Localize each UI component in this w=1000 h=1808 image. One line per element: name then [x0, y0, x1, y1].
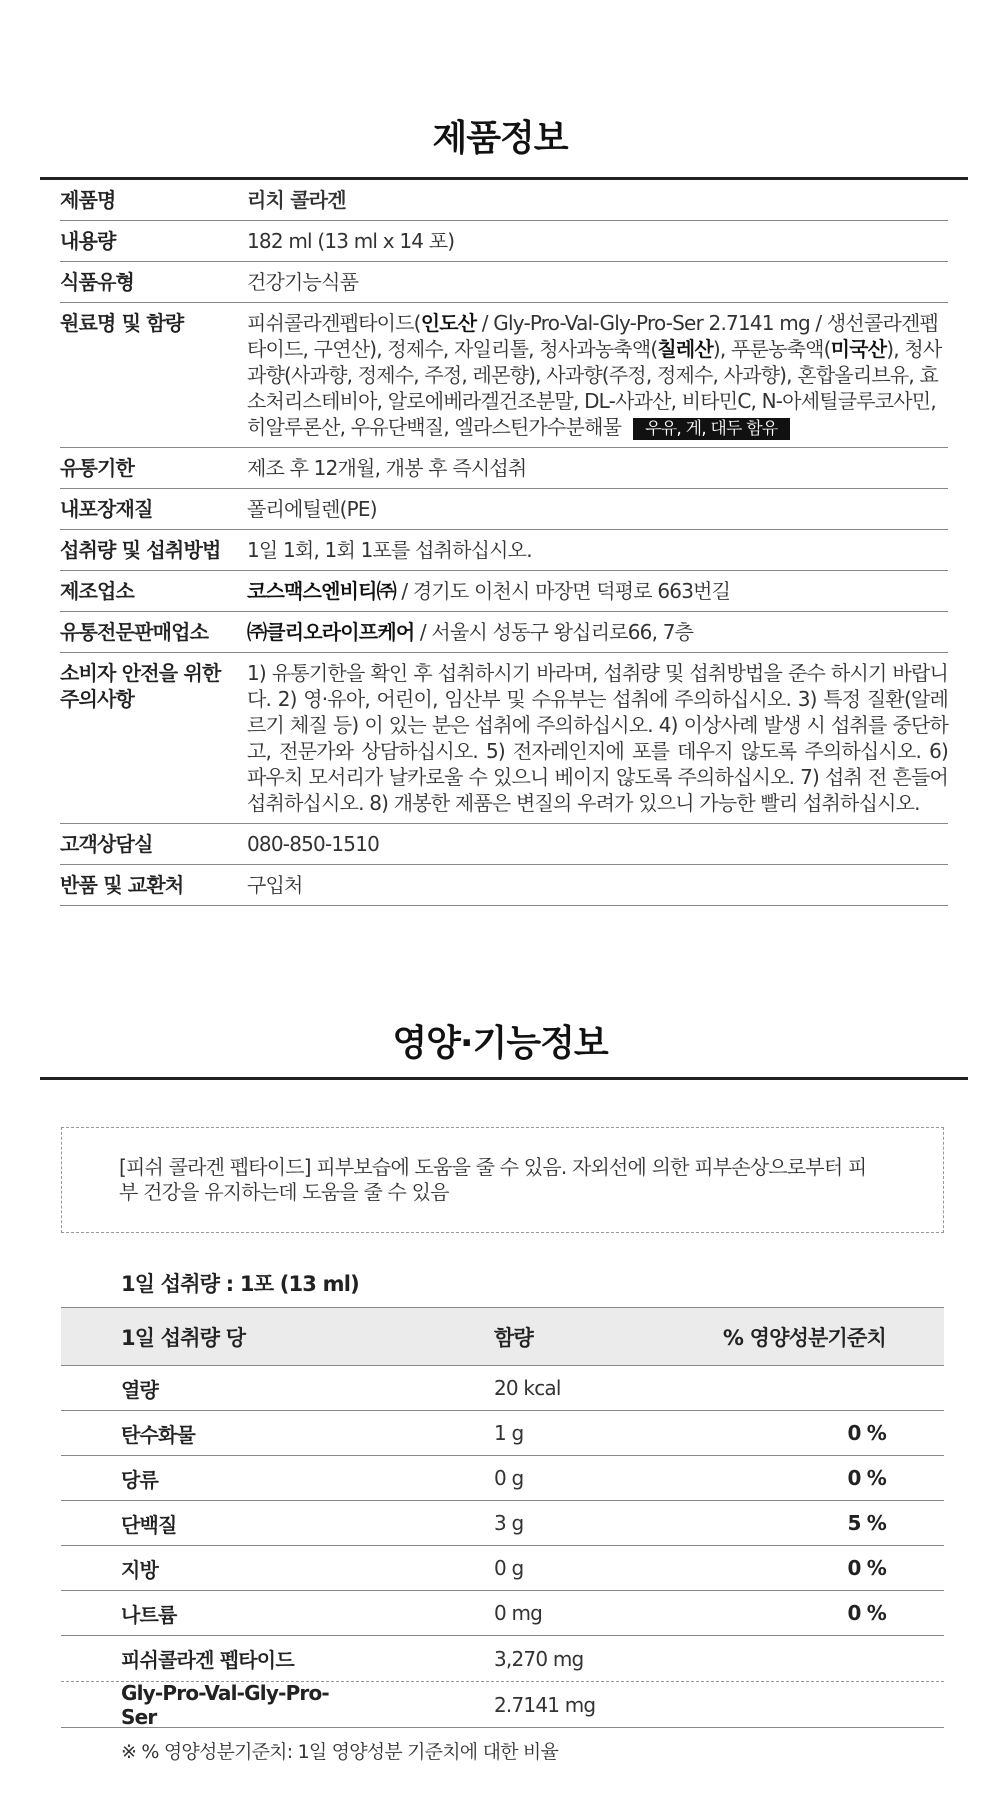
info-key: 원료명 및 함량: [60, 311, 184, 335]
nutrient-name: 피쉬콜라겐 펩타이드: [121, 1648, 294, 1672]
functional-claim-box: [61, 1127, 944, 1233]
nutrition-row: [61, 1546, 944, 1591]
header-per-serving: 1일 섭취량 당: [121, 1325, 246, 1350]
product-info-title: 제품정보: [432, 118, 568, 159]
info-row-return: [60, 865, 948, 906]
info-value: 080-850-1510: [247, 832, 380, 856]
title-divider: [40, 1077, 968, 1080]
nutrition-row: [61, 1636, 944, 1682]
nutrition-row: [61, 1456, 944, 1501]
info-key: 고객상담실: [60, 832, 153, 856]
caution-value: 1) 유통기한을 확인 후 섭취하시기 바라며, 섭취량 및 섭취방법을 준수 하시기 바랍니다. 2) 영·유아, 어린이, 임산부 및 수유부는 섭취에 주의하십시오. 3) 특정 질환(알레르기 체질 등) 이 있는 분은 섭취에 주의하십시오. 4) 이상사례 발생 시 섭취를 중단하고, 전문가와 상담하십시오. 5) 전자레인지에 포를 데우지 않도록 주의하십시오. 6) 파우치 모서리가 날카로울 수 있으니 베이지 않도록 주의하십시오. 7) 섭취 전 흔들어 섭취하십시오. 8) 개봉한 제품은 변질의 우려가 있으니 가능한 빨리 섭취하십시오.: [247, 661, 948, 815]
info-value: 1일 1회, 1회 1포를 섭취하십시오.: [247, 538, 532, 562]
header-amount: 함량: [494, 1325, 533, 1350]
ingredients-value: [247, 303, 948, 447]
info-value: [247, 612, 948, 652]
nutrient-name: 열량: [121, 1377, 159, 1402]
nutrient-amount: 1 g: [494, 1421, 524, 1445]
ingredients-text: 피쉬콜라겐펩타이드(: [247, 311, 421, 335]
info-row-product-name: [60, 180, 948, 221]
info-key: 내용량: [60, 229, 116, 253]
nutrient-amount: 2.7141 mg: [494, 1692, 596, 1717]
nutrient-amount: 0 g: [494, 1466, 524, 1490]
header-daily-value: % 영양성분기준치: [722, 1325, 886, 1350]
distributor-address: / 서울시 성동구 왕십리로66, 7층: [414, 620, 694, 644]
manufacturer-address: / 경기도 이천시 마장면 덕평로 663번길: [395, 579, 731, 603]
info-value: 제조 후 12개월, 개봉 후 즉시섭취: [247, 456, 527, 480]
ingredients-text: ), 청사과향(사과향, 정제수, 주정, 레몬향), 사과향(주정, 정제수, 사과향), 혼합올리브유, 효소처리스테비아, 알로에베라겔건조분말, DL-사과산, 비타민C, N-아세틸글루코사민, 히알루론산, 우유단백질, 엘라스틴가수분해물: [247, 337, 942, 439]
info-key: 제조업소: [60, 579, 135, 603]
nutrient-name: 나트륨: [121, 1602, 177, 1627]
info-value: 리치 콜라겐: [247, 188, 346, 212]
nutrient-amount: 0 g: [494, 1556, 524, 1580]
nutrient-percent: 0 %: [847, 1466, 886, 1490]
info-value: 구입처: [247, 873, 303, 897]
nutrition-table: [61, 1307, 944, 1728]
functional-description: 피부보습에 도움을 줄 수 있음. 자외선에 의한 피부손상으로부터 피부 건강을 유지하는데 도움을 줄 수 있음: [119, 1155, 867, 1204]
ingredients-text: / Gly-Pro-Val-Gly-Pro-Ser 2.7141 mg / 생선콜라겐펩타이드, 구연산), 정제수, 자일리톨, 청사과농축액(: [247, 311, 939, 361]
origin-label: 인도산: [420, 311, 477, 335]
nutrient-name: 탄수화물: [121, 1422, 196, 1447]
nutrient-percent: 0 %: [847, 1601, 886, 1625]
nutrient-percent: 0 %: [847, 1421, 886, 1445]
product-info-table: [60, 180, 948, 906]
info-row-customer-center: [60, 824, 948, 865]
info-row-intake: [60, 530, 948, 571]
origin-label: 미국산: [830, 337, 887, 361]
info-value: 건강기능식품: [247, 270, 359, 294]
nutrient-percent: 0 %: [847, 1556, 886, 1580]
info-key: 제품명: [60, 188, 116, 212]
manufacturer-name: 코스맥스엔비티㈜: [247, 579, 396, 603]
allergen-badge: 우유, 게, 대두 함유: [633, 418, 789, 440]
info-row-volume: [60, 221, 948, 262]
nutrition-row: [61, 1591, 944, 1636]
nutrient-name: 당류: [121, 1467, 159, 1492]
origin-label: 칠레산: [657, 337, 713, 361]
nutrition-header-row: [61, 1307, 944, 1366]
info-row-manufacturer: [60, 571, 948, 612]
info-row-packaging: [60, 489, 948, 530]
nutrient-amount: 20 kcal: [494, 1376, 561, 1400]
nutrition-title: 영양·기능정보: [392, 1023, 608, 1064]
functional-label: [피쉬 콜라겐 펩타이드]: [119, 1155, 311, 1179]
nutrient-amount: 0 mg: [494, 1601, 543, 1625]
info-key: 유통전문판매업소: [60, 620, 209, 644]
nutrition-row: [61, 1411, 944, 1456]
info-row-ingredients: [60, 303, 948, 448]
info-row-distributor: [60, 612, 948, 653]
daily-value-footnote: ※ % 영양성분기준치: 1일 영양성분 기준치에 대한 비율: [121, 1741, 559, 1763]
nutrient-amount: 3,270 mg: [494, 1646, 584, 1671]
nutrient-name: 지방: [121, 1557, 159, 1582]
nutrient-amount: 3 g: [494, 1511, 524, 1535]
info-row-expiry: [60, 448, 948, 489]
info-row-caution: [60, 653, 948, 824]
info-key: 반품 및 교환처: [60, 873, 184, 897]
functional-claim-text: [119, 1155, 879, 1205]
info-key: 내포장재질: [60, 497, 153, 521]
distributor-name: ㈜클리오라이프케어: [247, 620, 415, 644]
info-value: 182 ml (13 ml x 14 포): [247, 229, 455, 253]
info-key: 식품유형: [60, 270, 135, 294]
info-key: 소비자 안전을 위한 주의사항: [60, 661, 221, 711]
nutrient-name: 단백질: [121, 1512, 177, 1537]
nutrition-row: [61, 1366, 944, 1411]
nutrition-row: [61, 1501, 944, 1546]
info-key: 유통기한: [60, 456, 135, 480]
info-value: [247, 571, 948, 611]
nutrient-name: Gly-Pro-Val-Gly-Pro-Ser: [121, 1680, 329, 1729]
nutrient-percent: 5 %: [847, 1511, 886, 1535]
serving-size: 1일 섭취량 : 1포 (13 ml): [121, 1272, 359, 1296]
nutrition-row: [61, 1682, 944, 1728]
info-row-food-type: [60, 262, 948, 303]
ingredients-text: ), 푸룬농축액(: [712, 337, 831, 361]
info-key: 섭취량 및 섭취방법: [60, 538, 221, 562]
info-value: 폴리에틸렌(PE): [247, 497, 377, 521]
